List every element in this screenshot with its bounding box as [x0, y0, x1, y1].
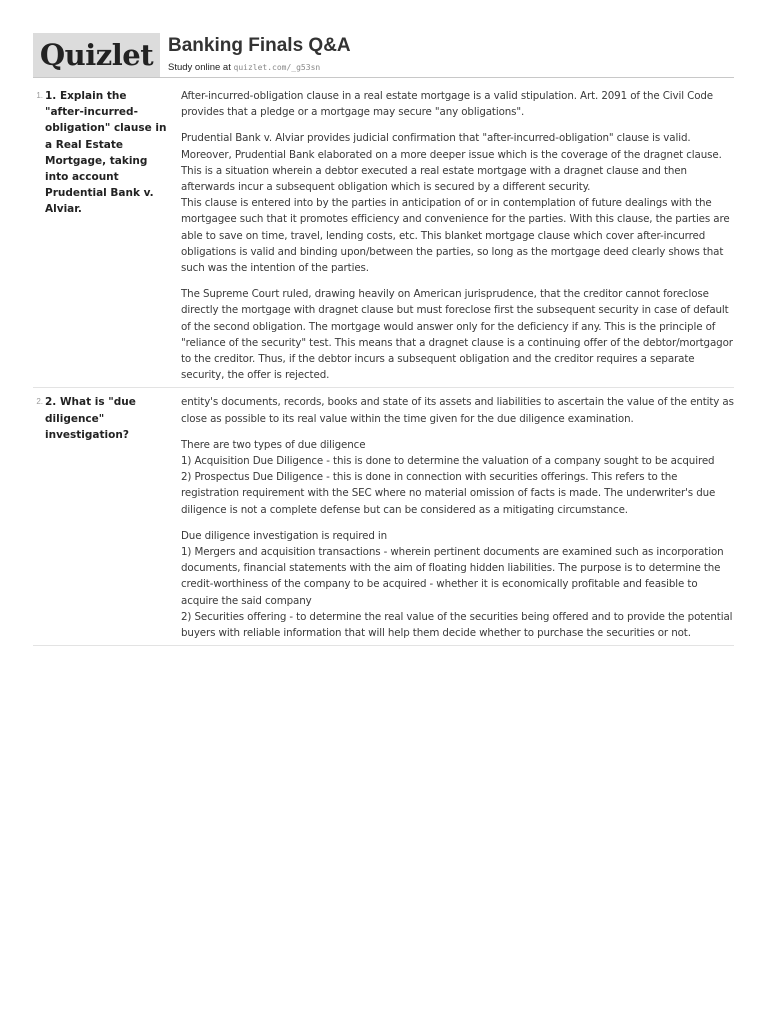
answer-paragraph: 1) Acquisition Due Diligence - this is done to determine the valuation of a company sought to be acquired: [181, 455, 715, 468]
logo-text: Quizlet: [39, 38, 154, 72]
question-number: 2.: [36, 397, 43, 407]
answer-paragraph: entity's documents, records, books and state of its assets and liabilities to ascertain the value of the entity as close as possible to its real value within the time given for the due diligence examination.: [181, 396, 734, 425]
answer-paragraph: 2) Prospectus Due Diligence - this is done in connection with securities offerings. This refers to the registration requirement with the SEC where no material omission of facts is made. The underwriter's due diligence is not a complete defense but can be considered as a mitigating circumstance.: [181, 471, 716, 516]
answer-paragraph: 1) Mergers and acquisition transactions - wherein pertinent documents are examined such as incorporation documents, financial statements with the aim of floating hidden liabilities. The purpose is to determine the credit-worthiness of the company to be acquired - whether it is economically profitable and feasible to acquire the said company: [181, 546, 724, 607]
qa-row: [33, 88, 734, 388]
header-divider: [33, 77, 734, 78]
answer-paragraph: Due diligence investigation is required in: [181, 529, 388, 542]
study-url-link[interactable]: quizlet.com/_g53sn: [233, 63, 321, 72]
question-text: 2. What is "due diligence" investigation?: [45, 396, 136, 441]
qa-row: [33, 394, 734, 646]
quizlet-logo[interactable]: [33, 33, 160, 77]
answer-paragraph: Prudential Bank v. Alviar provides judicial confirmation that "after-incurred-obligation" clause is valid. Moreover, Prudential Bank elaborated on a more deeper issue which is the coverage of the dragnet clause. This is a situation wherein a debtor executed a real estate mortgage with a dragnet clause and then afterwards incur a subsequent obligation which is secured by a different security.: [181, 132, 722, 194]
paragraph-gap: [181, 276, 734, 286]
answer-paragraph: This clause is entered into by the parties in anticipation of or in contemplation of future dealings with the mortgagee such that it promotes efficiency and convenience for the parties. With this clause, the parties are able to save on time, travel, lending costs, etc. This blanket mortgage clause which cover after-incurred obligations is valid and binding upon/between the parties, so long as the mortgage deed clearly shows that such was the intention of the parties.: [181, 197, 730, 275]
question-number: 1.: [36, 91, 43, 100]
paragraph-gap: [181, 427, 734, 437]
paragraph-gap: [181, 518, 734, 528]
question-text: 1. Explain the "after-incurred-obligation" clause in a Real Estate Mortgage, taking into account Prudential Bank v. Alviar.: [45, 90, 167, 216]
page-title: Banking Finals Q&A: [168, 35, 351, 56]
answer-paragraph: The Supreme Court ruled, drawing heavily on American jurisprudence, that the creditor cannot foreclose directly the mortgage with dragnet clause but must foreclose first the subsequent security in case of default of the second obligation. The mortgage would answer only for the deficiency if any. This is the principle of "reliance of the security" test. This means that a dragnet clause is a continuing offer of the debtor/mortgagor to the creditor. Thus, if the debtor incurs a subsequent obligation and the creditor requires a separate security, the offer is rejected.: [181, 288, 733, 382]
answer-text: [181, 394, 734, 641]
paragraph-gap: [181, 120, 734, 130]
study-online-line: [168, 62, 320, 73]
answer-paragraph: 2) Securities offering - to determine the real value of the securities being offered and to provide the potential buyers with reliable information that will help them decide whether to purchase the securities or not.: [181, 610, 733, 640]
answer-paragraph: After-incurred-obligation clause in a real estate mortgage is a valid stipulation. Art. 2091 of the Civil Code provides that a pledge or a mortgage may secure "any obligations".: [181, 90, 714, 119]
qa-list: [33, 88, 734, 652]
document-header: [33, 33, 733, 79]
answer-paragraph: There are two types of due diligence: [181, 438, 366, 451]
subtitle-prefix: Study online at: [168, 62, 234, 73]
answer-text: [181, 88, 734, 383]
